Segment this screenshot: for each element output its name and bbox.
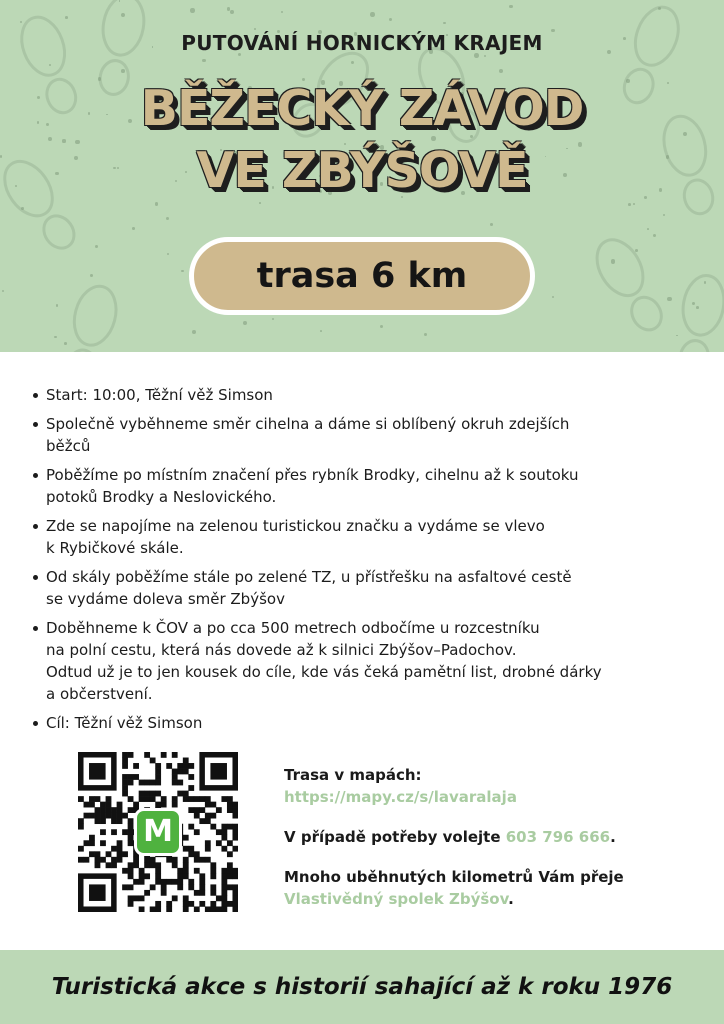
- route-item-text: Start: 10:00, Těžní věž Simson: [46, 386, 273, 404]
- footprint-icon: [47, 274, 133, 352]
- organizer-line: [284, 888, 704, 910]
- texture-speck: [259, 202, 261, 204]
- route-item: [30, 712, 680, 734]
- event-title: [0, 78, 724, 202]
- route-item-text: Poběžíme po místním značení přes rybník Brodky, cihelnu až k soutoku potoků Brodky a Neslovického.: [46, 466, 579, 506]
- texture-speck: [351, 61, 354, 64]
- texture-speck: [281, 11, 283, 13]
- footprint-icon: [577, 222, 684, 347]
- texture-speck: [95, 245, 98, 248]
- texture-speck: [121, 69, 125, 73]
- route-item: [30, 464, 680, 508]
- texture-speck: [54, 336, 57, 339]
- bullet-icon: [33, 721, 38, 726]
- texture-speck: [499, 69, 503, 73]
- bullet-icon: [33, 575, 38, 580]
- texture-speck: [370, 12, 374, 16]
- bullet-icon: [33, 393, 38, 398]
- texture-speck: [243, 321, 247, 325]
- texture-speck: [166, 217, 169, 220]
- texture-speck: [552, 296, 554, 298]
- texture-speck: [90, 274, 93, 277]
- organizer-suffix: .: [508, 890, 514, 908]
- texture-speck: [272, 318, 274, 320]
- info-block: [284, 764, 704, 910]
- texture-speck: [65, 16, 68, 19]
- route-item-text: Společně vyběhneme směr cihelna a dáme si oblíbený okruh zdejších běžců: [46, 415, 570, 455]
- texture-speck: [2, 290, 4, 292]
- texture-speck: [132, 227, 135, 230]
- texture-speck: [227, 7, 230, 10]
- route-item-text: Doběhneme k ČOV a po cca 500 metrech odbočíme u rozcestníku na polní cestu, která nás dovede až k silnici Zbýšov–Padochov. Odtud už je to jen kousek do cíle, kde vás čeká pamětní list, drobné dárky a občerstvení.: [46, 619, 602, 703]
- phone-number[interactable]: 603 796 666: [505, 828, 611, 846]
- texture-speck: [254, 28, 256, 30]
- distance-badge: trasa 6 km: [189, 237, 535, 315]
- texture-speck: [56, 304, 59, 307]
- texture-speck: [21, 207, 23, 209]
- wish-line: Mnoho uběhnutých kilometrů Vám přeje: [284, 868, 624, 886]
- route-description-list: [30, 384, 680, 741]
- phone-suffix: .: [610, 828, 616, 846]
- route-item: [30, 617, 680, 705]
- qr-code[interactable]: [78, 752, 238, 912]
- bullet-icon: [33, 626, 38, 631]
- route-item-text: Cíl: Těžní věž Simson: [46, 714, 203, 732]
- bullet-icon: [33, 524, 38, 529]
- map-label: Trasa v mapách:: [284, 766, 422, 784]
- map-link[interactable]: https://mapy.cz/s/lavaralaja: [284, 788, 517, 806]
- texture-speck: [380, 325, 383, 328]
- texture-speck: [230, 10, 234, 14]
- texture-speck: [443, 22, 445, 24]
- route-item: [30, 384, 680, 406]
- texture-speck: [167, 253, 170, 256]
- texture-speck: [320, 330, 322, 332]
- texture-speck: [696, 306, 699, 309]
- texture-speck: [628, 203, 631, 206]
- event-series-title: PUTOVÁNÍ HORNICKÝM KRAJEM: [181, 31, 543, 55]
- footer-banner: [0, 950, 724, 1024]
- texture-speck: [490, 223, 493, 226]
- route-item: [30, 413, 680, 457]
- texture-speck: [49, 64, 51, 66]
- texture-speck: [704, 281, 707, 284]
- route-item: [30, 515, 680, 559]
- texture-speck: [658, 7, 661, 10]
- phone-prefix: V případě potřeby volejte: [284, 828, 506, 846]
- texture-speck: [653, 234, 656, 237]
- texture-speck: [611, 259, 615, 263]
- texture-speck: [192, 330, 196, 334]
- texture-speck: [509, 5, 513, 9]
- bullet-icon: [33, 422, 38, 427]
- texture-speck: [202, 59, 206, 63]
- route-item-text: Od skály poběžíme stále po zelené TZ, u přístřešku na asfaltové cestě se vydáme doleva směr Zbýšov: [46, 568, 572, 608]
- texture-speck: [190, 8, 194, 12]
- organizer-name: Vlastivědný spolek Zbýšov: [284, 890, 509, 908]
- footer-tagline: Turistická akce s historií sahající až k roku 1976: [51, 974, 673, 1000]
- hero-banner: [0, 0, 724, 352]
- event-title-line-1: BĚŽECKÝ ZÁVOD: [140, 80, 584, 137]
- texture-speck: [64, 342, 67, 345]
- route-item-text: Zde se napojíme na zelenou turistickou značku a vydáme se vlevo k Rybičkové skále.: [46, 517, 545, 557]
- phone-line: [284, 826, 704, 848]
- texture-speck: [633, 203, 635, 205]
- texture-speck: [663, 214, 665, 216]
- texture-speck: [424, 333, 428, 337]
- texture-speck: [389, 18, 392, 21]
- route-item: [30, 566, 680, 610]
- event-title-line-2: VE ZBÝŠOVĚ: [196, 142, 528, 199]
- texture-speck: [155, 202, 158, 205]
- mapy-logo-icon: M: [134, 808, 182, 856]
- texture-speck: [647, 228, 649, 230]
- bullet-icon: [33, 473, 38, 478]
- texture-speck: [667, 297, 671, 301]
- texture-speck: [181, 270, 184, 273]
